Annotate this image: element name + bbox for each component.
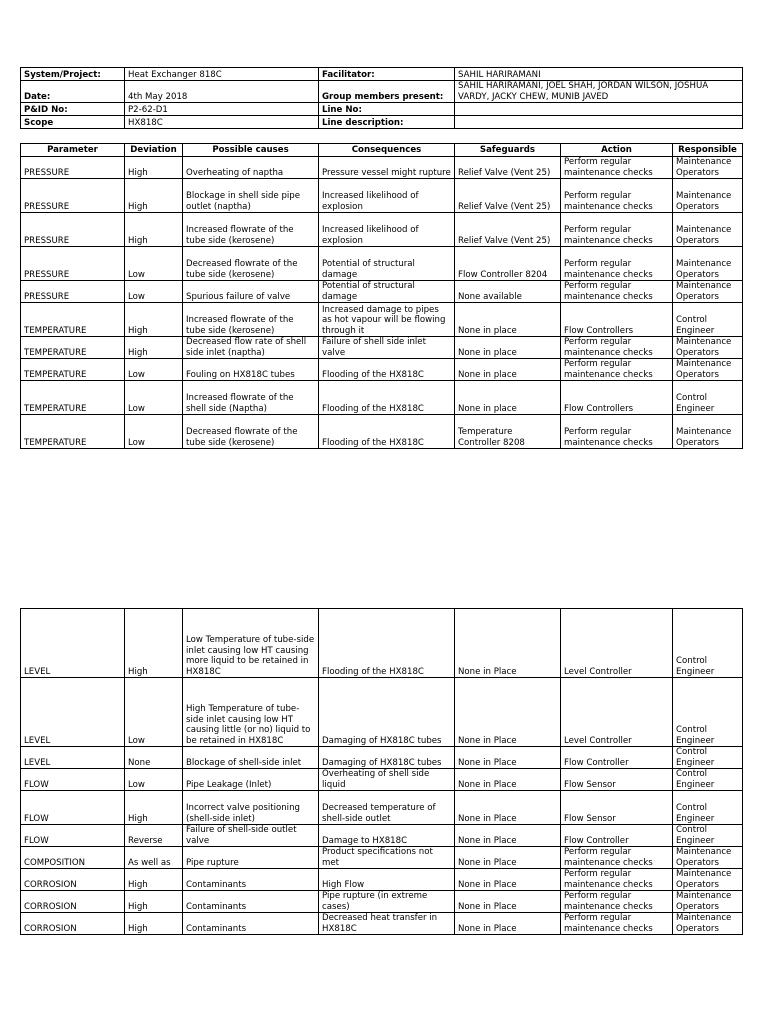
cell-deviation: High xyxy=(125,609,183,678)
group-members-label: Group members present: xyxy=(319,81,455,103)
header-parameter: Parameter xyxy=(21,144,125,157)
table-row xyxy=(21,415,743,449)
cell-cause: Decreased flow rate of shell side inlet (naptha) xyxy=(183,337,319,359)
cell-responsible: Maintenance Operators xyxy=(673,281,743,303)
cell-safeguard: Relief Valve (Vent 25) xyxy=(455,213,561,247)
table-row xyxy=(21,869,743,891)
cell-responsible: Maintenance Operators xyxy=(673,179,743,213)
cell-deviation: Low xyxy=(125,247,183,281)
cell-action: Perform regular maintenance checks xyxy=(561,247,673,281)
cell-responsible: Maintenance Operators xyxy=(673,337,743,359)
line-no-label: Line No: xyxy=(319,103,455,116)
cell-consequence: Damage to HX818C xyxy=(319,825,455,847)
cell-action: Flow Controllers xyxy=(561,381,673,415)
cell-parameter: FLOW xyxy=(21,825,125,847)
header-safeguards: Safeguards xyxy=(455,144,561,157)
cell-responsible: Maintenance Operators xyxy=(673,157,743,179)
cell-action: Perform regular maintenance checks xyxy=(561,179,673,213)
table-row xyxy=(21,213,743,247)
cell-responsible: Maintenance Operators xyxy=(673,891,743,913)
cell-parameter: TEMPERATURE xyxy=(21,359,125,381)
cell-responsible: Control Engineer xyxy=(673,609,743,678)
cell-responsible: Maintenance Operators xyxy=(673,359,743,381)
cell-safeguard: None in Place xyxy=(455,913,561,935)
cell-safeguard: Relief Valve (Vent 25) xyxy=(455,157,561,179)
cell-cause: Spurious failure of valve xyxy=(183,281,319,303)
cell-deviation: Low xyxy=(125,281,183,303)
table-row xyxy=(21,337,743,359)
cell-cause: Increased flowrate of the shell side (Naptha) xyxy=(183,381,319,415)
cell-parameter: TEMPERATURE xyxy=(21,303,125,337)
system-project-value: Heat Exchanger 818C xyxy=(125,68,319,81)
cell-cause: Blockage in shell side pipe outlet (naptha) xyxy=(183,179,319,213)
cell-consequence: Pressure vessel might rupture xyxy=(319,157,455,179)
cell-deviation: High xyxy=(125,791,183,825)
table-row xyxy=(21,381,743,415)
cell-safeguard: None in Place xyxy=(455,825,561,847)
cell-action: Perform regular maintenance checks xyxy=(561,891,673,913)
table-row xyxy=(21,913,743,935)
cell-safeguard: None in Place xyxy=(455,869,561,891)
cell-deviation: High xyxy=(125,213,183,247)
hazop-table-upper xyxy=(20,143,743,449)
cell-deviation: Low xyxy=(125,678,183,747)
cell-consequence: Increased damage to pipes as hot vapour will be flowing through it xyxy=(319,303,455,337)
table-row xyxy=(21,847,743,869)
table-row xyxy=(21,769,743,791)
line-description-value xyxy=(455,116,743,129)
cell-safeguard: None available xyxy=(455,281,561,303)
cell-parameter: LEVEL xyxy=(21,609,125,678)
header-action: Action xyxy=(561,144,673,157)
cell-cause: Decreased flowrate of the tube side (kerosene) xyxy=(183,247,319,281)
group-members-value: SAHIL HARIRAMANI, JOEL SHAH, JORDAN WILSON, JOSHUA VARDY, JACKY CHEW, MUNIB JAVED xyxy=(455,81,743,103)
cell-parameter: COMPOSITION xyxy=(21,847,125,869)
cell-action: Perform regular maintenance checks xyxy=(561,359,673,381)
cell-safeguard: Temperature Controller 8208 xyxy=(455,415,561,449)
cell-action: Flow Controller xyxy=(561,825,673,847)
cell-responsible: Control Engineer xyxy=(673,747,743,769)
line-description-label: Line description: xyxy=(319,116,455,129)
cell-parameter: FLOW xyxy=(21,769,125,791)
cell-responsible: Control Engineer xyxy=(673,303,743,337)
cell-action: Perform regular maintenance checks xyxy=(561,913,673,935)
cell-parameter: TEMPERATURE xyxy=(21,381,125,415)
cell-parameter: LEVEL xyxy=(21,678,125,747)
header-consequences: Consequences xyxy=(319,144,455,157)
cell-safeguard: Flow Controller 8204 xyxy=(455,247,561,281)
cell-cause: Failure of shell-side outlet valve xyxy=(183,825,319,847)
cell-consequence: Flooding of the HX818C xyxy=(319,359,455,381)
table-row xyxy=(21,609,743,678)
cell-parameter: CORROSION xyxy=(21,869,125,891)
cell-cause: Incorrect valve positioning (shell-side inlet) xyxy=(183,791,319,825)
table-row xyxy=(21,157,743,179)
cell-consequence: Flooding of the HX818C xyxy=(319,381,455,415)
cell-responsible: Maintenance Operators xyxy=(673,913,743,935)
pid-value: P2-62-D1 xyxy=(125,103,319,116)
table-row xyxy=(21,791,743,825)
cell-deviation: High xyxy=(125,913,183,935)
table-row xyxy=(21,747,743,769)
cell-parameter: PRESSURE xyxy=(21,157,125,179)
cell-safeguard: None in Place xyxy=(455,609,561,678)
table-header-row xyxy=(21,144,743,157)
header-possible-causes: Possible causes xyxy=(183,144,319,157)
cell-consequence: Increased likelihood of explosion xyxy=(319,213,455,247)
cell-action: Perform regular maintenance checks xyxy=(561,847,673,869)
cell-responsible: Control Engineer xyxy=(673,769,743,791)
cell-deviation: High xyxy=(125,179,183,213)
cell-deviation: High xyxy=(125,303,183,337)
cell-responsible: Control Engineer xyxy=(673,825,743,847)
table-row xyxy=(21,891,743,913)
cell-deviation: High xyxy=(125,869,183,891)
cell-cause: Low Temperature of tube-side inlet causing low HT causing more liquid to be retained in HX818C xyxy=(183,609,319,678)
cell-consequence: High Flow xyxy=(319,869,455,891)
cell-action: Level Controller xyxy=(561,678,673,747)
cell-responsible: Maintenance Operators xyxy=(673,415,743,449)
cell-action: Perform regular maintenance checks xyxy=(561,415,673,449)
cell-safeguard: None in place xyxy=(455,359,561,381)
cell-consequence: Flooding of the HX818C xyxy=(319,415,455,449)
facilitator-label: Facilitator: xyxy=(319,68,455,81)
cell-safeguard: None in Place xyxy=(455,678,561,747)
header-deviation: Deviation xyxy=(125,144,183,157)
cell-parameter: CORROSION xyxy=(21,891,125,913)
cell-consequence: Potential of structural damage xyxy=(319,281,455,303)
cell-cause: Increased flowrate of the tube side (kerosene) xyxy=(183,213,319,247)
table-row xyxy=(21,281,743,303)
cell-action: Flow Controller xyxy=(561,747,673,769)
cell-cause: Decreased flowrate of the tube side (kerosene) xyxy=(183,415,319,449)
table-row xyxy=(21,179,743,213)
date-value: 4th May 2018 xyxy=(125,81,319,103)
cell-responsible: Maintenance Operators xyxy=(673,869,743,891)
cell-action: Perform regular maintenance checks xyxy=(561,281,673,303)
cell-deviation: Low xyxy=(125,381,183,415)
table-row xyxy=(21,825,743,847)
cell-deviation: Low xyxy=(125,769,183,791)
cell-cause: Pipe rupture xyxy=(183,847,319,869)
cell-responsible: Control Engineer xyxy=(673,381,743,415)
cell-parameter: PRESSURE xyxy=(21,281,125,303)
table-row xyxy=(21,303,743,337)
cell-responsible: Control Engineer xyxy=(673,791,743,825)
cell-parameter: CORROSION xyxy=(21,913,125,935)
cell-deviation: As well as xyxy=(125,847,183,869)
cell-responsible: Control Engineer xyxy=(673,678,743,747)
hazop-table-lower xyxy=(20,608,743,935)
cell-consequence: Pipe rupture (in extreme cases) xyxy=(319,891,455,913)
cell-parameter: TEMPERATURE xyxy=(21,415,125,449)
cell-cause: Pipe Leakage (Inlet) xyxy=(183,769,319,791)
cell-action: Flow Sensor xyxy=(561,769,673,791)
cell-cause: Increased flowrate of the tube side (kerosene) xyxy=(183,303,319,337)
header-responsible: Responsible xyxy=(673,144,743,157)
cell-action: Flow Sensor xyxy=(561,791,673,825)
cell-responsible: Maintenance Operators xyxy=(673,213,743,247)
cell-responsible: Maintenance Operators xyxy=(673,847,743,869)
cell-deviation: Low xyxy=(125,359,183,381)
cell-cause: Contaminants xyxy=(183,869,319,891)
cell-deviation: High xyxy=(125,157,183,179)
cell-parameter: FLOW xyxy=(21,791,125,825)
cell-action: Level Controller xyxy=(561,609,673,678)
cell-parameter: PRESSURE xyxy=(21,213,125,247)
cell-consequence: Failure of shell side inlet valve xyxy=(319,337,455,359)
table-row xyxy=(21,678,743,747)
table-row xyxy=(21,359,743,381)
scope-value: HX818C xyxy=(125,116,319,129)
date-label: Date: xyxy=(21,81,125,103)
table-row xyxy=(21,247,743,281)
cell-cause: High Temperature of tube-side inlet causing low HT causing little (or no) liquid to be retained in HX818C xyxy=(183,678,319,747)
cell-safeguard: None in Place xyxy=(455,791,561,825)
cell-parameter: PRESSURE xyxy=(21,247,125,281)
cell-cause: Blockage of shell-side inlet xyxy=(183,747,319,769)
project-info-table xyxy=(20,67,743,129)
line-no-value xyxy=(455,103,743,116)
cell-action: Flow Controllers xyxy=(561,303,673,337)
cell-deviation: High xyxy=(125,891,183,913)
cell-consequence: Damaging of HX818C tubes xyxy=(319,678,455,747)
cell-consequence: Potential of structural damage xyxy=(319,247,455,281)
cell-parameter: LEVEL xyxy=(21,747,125,769)
cell-consequence: Decreased heat transfer in HX818C xyxy=(319,913,455,935)
cell-safeguard: None in Place xyxy=(455,891,561,913)
cell-safeguard: Relief Valve (Vent 25) xyxy=(455,179,561,213)
cell-cause: Contaminants xyxy=(183,913,319,935)
cell-cause: Contaminants xyxy=(183,891,319,913)
cell-safeguard: None in Place xyxy=(455,769,561,791)
cell-action: Perform regular maintenance checks xyxy=(561,337,673,359)
cell-safeguard: None in place xyxy=(455,303,561,337)
cell-deviation: High xyxy=(125,337,183,359)
cell-cause: Overheating of naptha xyxy=(183,157,319,179)
cell-responsible: Maintenance Operators xyxy=(673,247,743,281)
cell-action: Perform regular maintenance checks xyxy=(561,869,673,891)
cell-parameter: TEMPERATURE xyxy=(21,337,125,359)
cell-consequence: Overheating of shell side liquid xyxy=(319,769,455,791)
cell-consequence: Product specifications not met xyxy=(319,847,455,869)
cell-safeguard: None in place xyxy=(455,381,561,415)
cell-safeguard: None in place xyxy=(455,337,561,359)
cell-cause: Fouling on HX818C tubes xyxy=(183,359,319,381)
cell-consequence: Decreased temperature of shell-side outlet xyxy=(319,791,455,825)
cell-deviation: Reverse xyxy=(125,825,183,847)
pid-label: P&ID No: xyxy=(21,103,125,116)
scope-label: Scope xyxy=(21,116,125,129)
cell-consequence: Damaging of HX818C tubes xyxy=(319,747,455,769)
system-project-label: System/Project: xyxy=(21,68,125,81)
cell-safeguard: None in Place xyxy=(455,747,561,769)
cell-consequence: Increased likelihood of explosion xyxy=(319,179,455,213)
cell-consequence: Flooding of the HX818C xyxy=(319,609,455,678)
cell-action: Perform regular maintenance checks xyxy=(561,213,673,247)
cell-action: Perform regular maintenance checks xyxy=(561,157,673,179)
cell-deviation: None xyxy=(125,747,183,769)
cell-deviation: Low xyxy=(125,415,183,449)
facilitator-value: SAHIL HARIRAMANI xyxy=(455,68,743,81)
cell-safeguard: None in Place xyxy=(455,847,561,869)
cell-parameter: PRESSURE xyxy=(21,179,125,213)
